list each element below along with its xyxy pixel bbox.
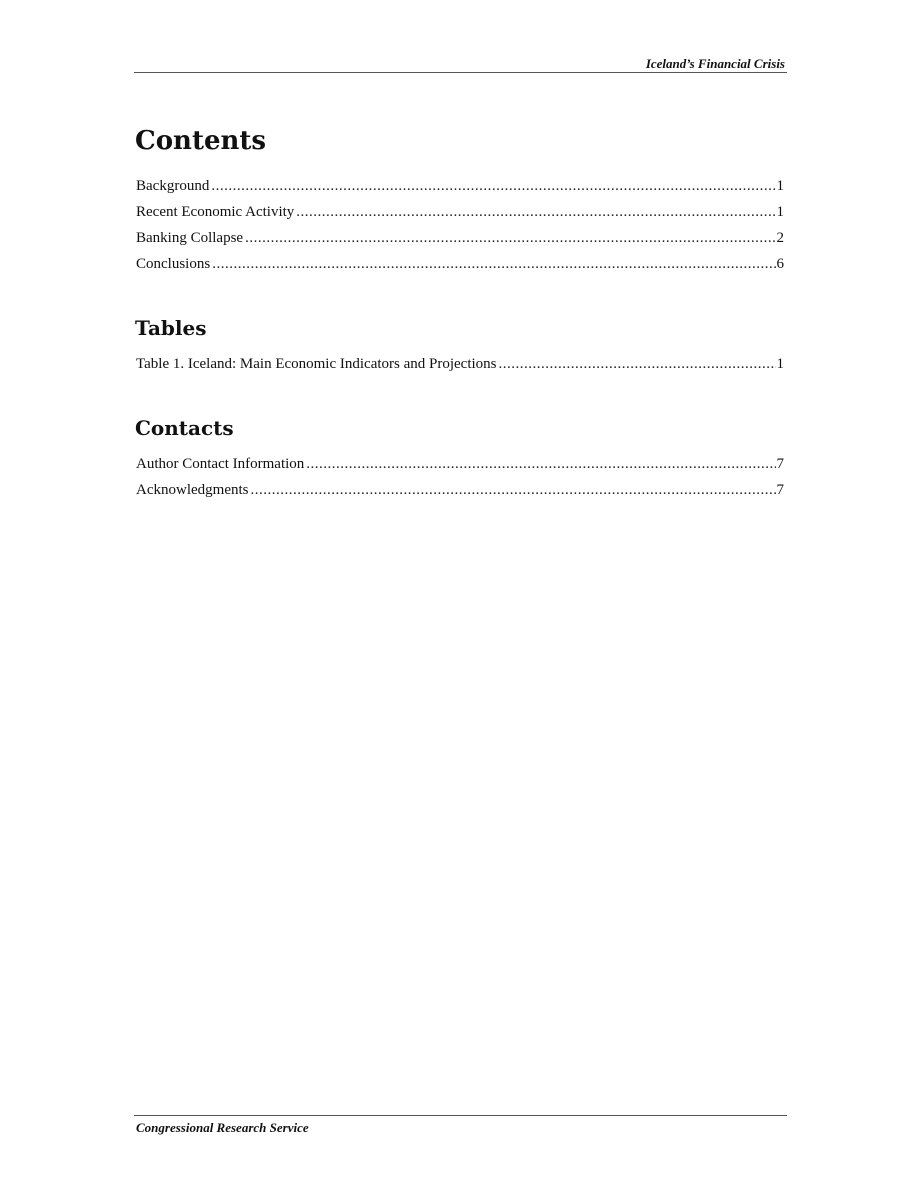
toc-entry-conclusions[interactable] — [136, 254, 784, 280]
toc-entry-page: 7 — [776, 456, 784, 472]
tables-heading: Tables — [135, 316, 207, 340]
toc-entry-banking-collapse[interactable] — [136, 228, 784, 254]
dot-leader — [296, 202, 775, 222]
toc-entry-author-contact-information[interactable] — [136, 454, 784, 480]
contacts-list — [136, 454, 784, 506]
toc-entry-page: 1 — [776, 178, 784, 194]
toc-entry-page: 2 — [776, 230, 784, 246]
toc-entry-label: Author Contact Information — [136, 456, 305, 472]
dot-leader — [499, 354, 776, 374]
footer-rule — [134, 1115, 787, 1116]
dot-leader — [211, 176, 775, 196]
dot-leader — [212, 254, 775, 274]
toc-entry-label: Recent Economic Activity — [136, 204, 295, 220]
contents-list — [136, 176, 784, 280]
toc-entry-label: Table 1. Iceland: Main Economic Indicators and Projections — [136, 356, 497, 372]
footer-organization: Congressional Research Service — [136, 1120, 309, 1135]
toc-entry-acknowledgments[interactable] — [136, 480, 784, 506]
toc-entry-label: Banking Collapse — [136, 230, 244, 246]
toc-entry-label: Acknowledgments — [136, 482, 249, 498]
tables-list — [136, 354, 784, 380]
dot-leader — [306, 454, 775, 474]
dot-leader — [245, 228, 775, 248]
header-rule — [134, 72, 787, 73]
toc-entry-page: 6 — [776, 256, 784, 272]
toc-entry-background[interactable] — [136, 176, 784, 202]
toc-entry-recent-economic-activity[interactable] — [136, 202, 784, 228]
toc-entry-page: 1 — [776, 204, 784, 220]
contacts-heading: Contacts — [135, 416, 234, 440]
dot-leader — [250, 480, 775, 500]
toc-entry-label: Conclusions — [136, 256, 211, 272]
toc-entry-label: Background — [136, 178, 210, 194]
running-header-title: Iceland’s Financial Crisis — [645, 56, 785, 71]
contents-heading: Contents — [135, 126, 267, 156]
toc-entry-page: 1 — [776, 356, 784, 372]
toc-entry-page: 7 — [776, 482, 784, 498]
toc-entry-table-1[interactable] — [136, 354, 784, 380]
